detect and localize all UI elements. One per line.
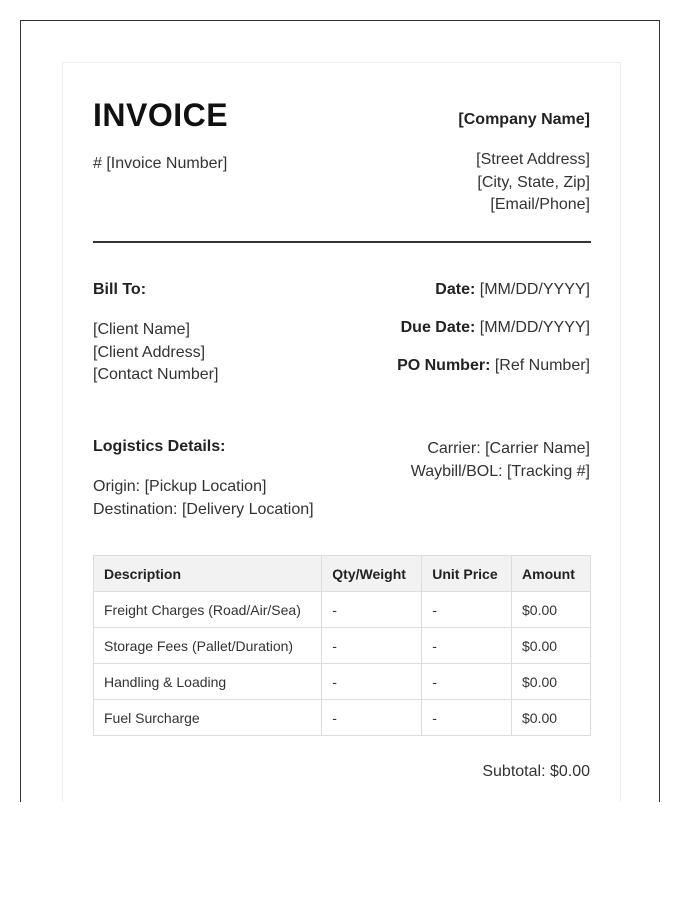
table-row	[94, 628, 591, 664]
bill-to-label: Bill To:	[93, 281, 147, 298]
cell-amount: $0.00	[512, 592, 591, 628]
po-number-row	[397, 357, 590, 375]
header-qty-weight: Qty/Weight	[322, 556, 422, 592]
table-header-row	[94, 556, 591, 592]
header-amount: Amount	[512, 556, 591, 592]
due-date-label: Due Date:	[400, 319, 476, 336]
company-email: [Email/Phone]	[490, 196, 590, 213]
date-label: Date:	[435, 281, 476, 298]
cell-amount: $0.00	[512, 628, 591, 664]
company-street: [Street Address]	[476, 151, 590, 168]
logistics-details	[93, 476, 314, 521]
due-date-row	[401, 319, 590, 337]
po-number-label: PO Number:	[397, 357, 491, 374]
carrier-details	[411, 438, 590, 483]
client-details	[93, 319, 218, 387]
company-city: [City, State, Zip]	[477, 173, 590, 191]
cell-description: Freight Charges (Road/Air/Sea)	[94, 592, 322, 628]
cell-description: Storage Fees (Pallet/Duration)	[94, 628, 322, 664]
header-divider	[93, 241, 591, 243]
carrier: Carrier: [Carrier Name]	[427, 440, 590, 457]
date-row	[435, 281, 590, 299]
cell-qty: -	[322, 664, 422, 700]
cell-qty: -	[322, 628, 422, 664]
cell-amount: $0.00	[512, 700, 591, 736]
table-row	[94, 700, 591, 736]
invoice-title: INVOICE	[93, 97, 229, 133]
invoice-number: # [Invoice Number]	[93, 155, 228, 172]
header-description: Description	[94, 556, 322, 592]
header-unit-price: Unit Price	[422, 556, 512, 592]
cell-description: Handling & Loading	[94, 664, 322, 700]
invoice-card	[62, 62, 621, 802]
company-address	[476, 149, 590, 217]
cell-description: Fuel Surcharge	[94, 700, 322, 736]
cell-unit-price: -	[422, 628, 512, 664]
waybill: Waybill/BOL: [Tracking #]	[410, 462, 590, 480]
date-value: [MM/DD/YYYY]	[479, 281, 590, 298]
line-items-table	[93, 555, 591, 736]
client-contact: [Contact Number]	[93, 366, 219, 383]
cell-amount: $0.00	[512, 664, 591, 700]
cell-unit-price: -	[422, 700, 512, 736]
cell-qty: -	[322, 700, 422, 736]
po-number-value: [Ref Number]	[494, 357, 590, 374]
company-name: [Company Name]	[458, 111, 590, 128]
destination: Destination: [Delivery Location]	[93, 500, 314, 518]
client-name: [Client Name]	[93, 321, 190, 338]
due-date-value: [MM/DD/YYYY]	[479, 319, 590, 336]
logistics-label: Logistics Details:	[93, 438, 226, 455]
page-frame	[20, 20, 660, 802]
cell-unit-price: -	[422, 664, 512, 700]
table-row	[94, 664, 591, 700]
cell-unit-price: -	[422, 592, 512, 628]
client-address: [Client Address]	[93, 343, 206, 361]
origin: Origin: [Pickup Location]	[93, 478, 267, 495]
subtotal: Subtotal: $0.00	[482, 763, 590, 780]
cell-qty: -	[322, 592, 422, 628]
table-row	[94, 592, 591, 628]
